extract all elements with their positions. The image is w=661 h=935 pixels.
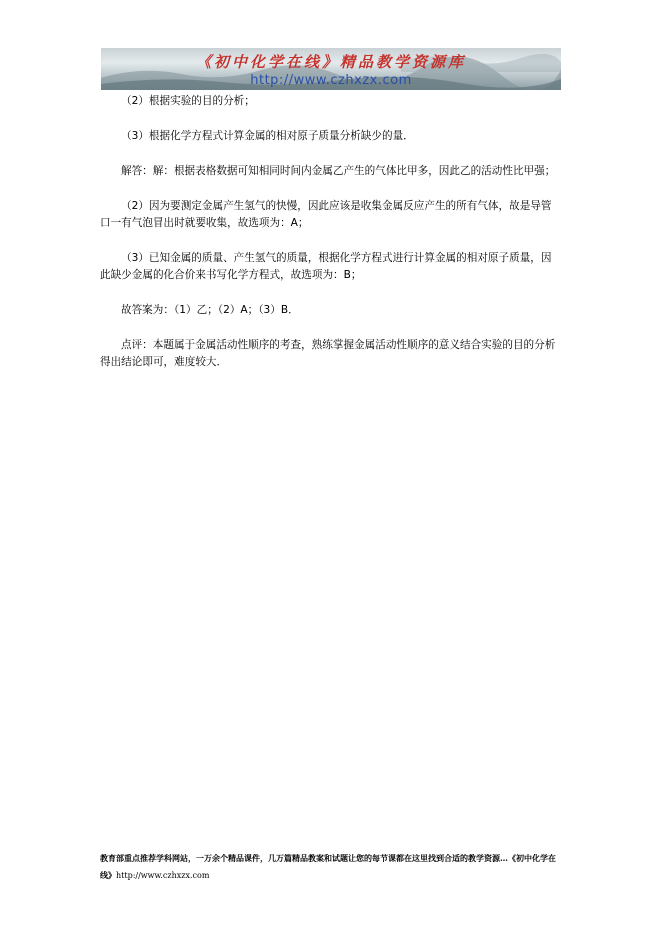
banner-title: 《初中化学在线》精品教学资源库	[195, 53, 466, 71]
page-footer	[100, 850, 565, 884]
paragraph-answer: 故答案为：（1）乙；（2）A；（3）B．	[121, 304, 299, 316]
paragraph-solution-3: （3）已知金属的质量、产生氢气的质量，根据化学方程式进行计算金属的相对原子质量，因此缺少金属的化合价来书写化学方程式，故选项为：B；	[100, 252, 552, 281]
paragraph-solution-2: （2）因为要测定金属产生氢气的快慢，因此应该是收集金属反应产生的所有气体，故是导管口一有气泡冒出时就要收集，故选项为：A；	[100, 200, 552, 229]
banner-url[interactable]: http://www.czhxzx.com	[250, 73, 412, 88]
footer-url[interactable]: http://www.czhxzx.com	[116, 871, 210, 880]
paragraph-comment: 点评：本题属于金属活动性顺序的考查，熟练掌握金属活动性顺序的意义结合实验的目的分析得出结论即可，难度较大．	[100, 339, 556, 368]
document-body	[100, 93, 562, 389]
paragraph-analysis-2: （2）根据实验的目的分析；	[121, 95, 255, 107]
footer-text: 教育部重点推荐学科网站，一万余个精品课件，几万篇精品教案和试题让您的每节课都在这里找到合适的教学资源…《初中化学在线》	[100, 853, 556, 880]
paragraph-solution-1: 解答：解：根据表格数据可知相同时间内金属乙产生的气体比甲多，因此乙的活动性比甲强；	[121, 165, 556, 177]
header-banner	[101, 48, 561, 90]
paragraph-analysis-3: （3）根据化学方程式计算金属的相对原子质量分析缺少的量．	[121, 130, 414, 142]
